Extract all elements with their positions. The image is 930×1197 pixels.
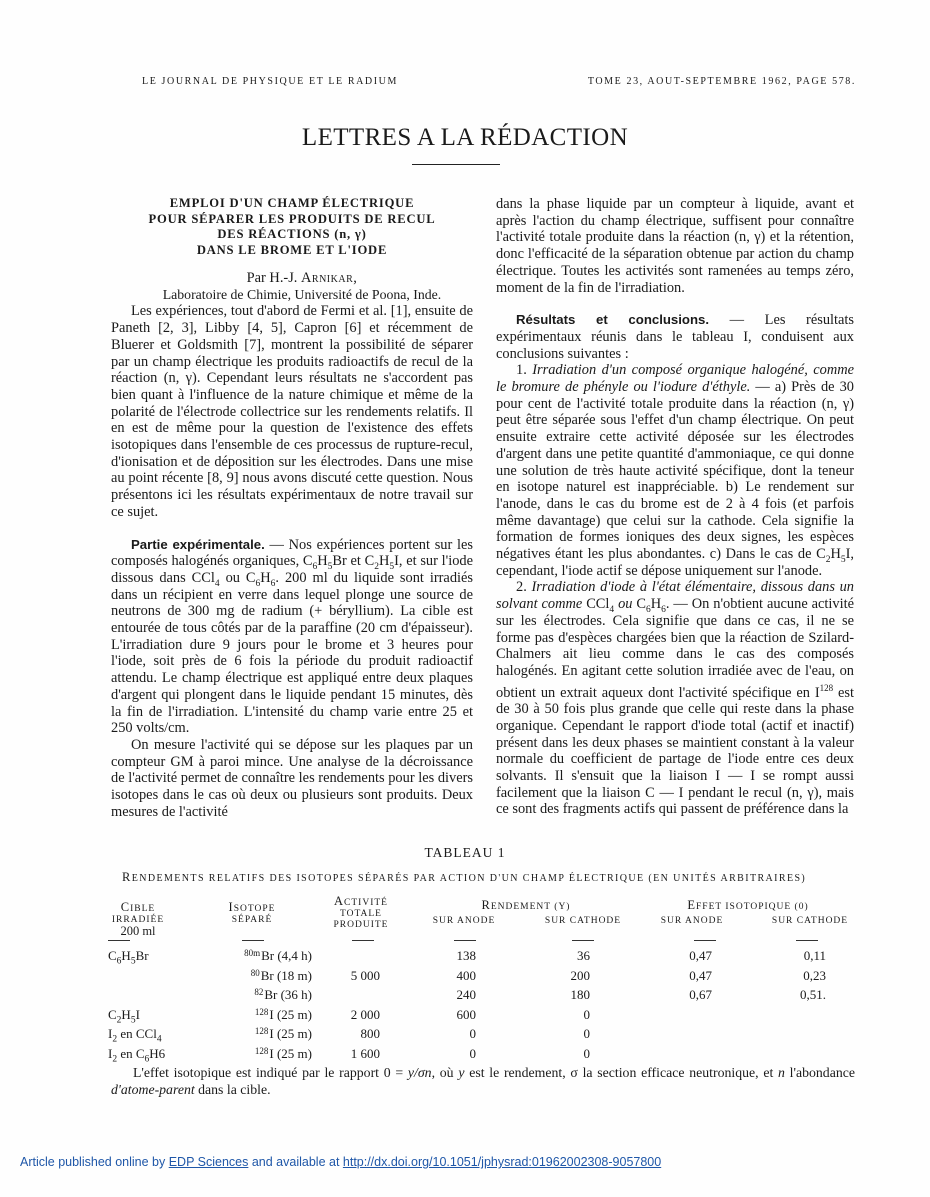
col-header-rendement: RENDEMENT (Y) <box>481 898 571 912</box>
article-title-line: EMPLOI D'UN CHAMP ÉLECTRIQUE <box>169 196 415 210</box>
volume-info: TOME 23, AOUT-SEPTEMBRE 1962, PAGE 578. <box>587 76 856 87</box>
continued-paragraph: dans la phase liquide par un compteur à liquide, avant et après l'action du champ électrique, suffisent pour connaître l'activité totale produite dans la réaction (n, γ) et la rétention, donc l'efficacité de la séparation obtenue par action du champ électrique. Toutes les activités sont ramenées au temps zéro, moment de la fin de l'irradiation. <box>496 196 854 296</box>
cell-yield-cathode: 200 <box>570 967 590 983</box>
cell-total: 5 000 <box>350 967 380 983</box>
article-title <box>111 196 473 258</box>
cell-isotope: $^{82}$Br (36 h) <box>254 987 312 1002</box>
table-row <box>108 987 856 1007</box>
cell-effect-cathode: 0,11 <box>803 948 826 963</box>
cell-isotope: $^{80}$Br (18 m) <box>250 967 312 983</box>
cell-yield-cathode: 0 <box>583 1006 590 1022</box>
cell-isotope: $^{128}$I (25 m) <box>254 1006 312 1022</box>
cell-yield-anode: 400 <box>456 967 476 983</box>
cell-isotope: $^{128}$I (25 m) <box>254 1045 312 1061</box>
table-row <box>108 1026 856 1046</box>
left-column <box>111 196 473 821</box>
col-header-eff-anode: SUR ANODE <box>660 916 724 926</box>
article-title-line: DANS LE BROME ET L'IODE <box>196 242 388 257</box>
experimental-paragraph: Partie expérimentale. — Nos expériences portent sur les composés halogénés organiques, $C_6H_5Br$ et $C_2H_5I$, et sur l'iode dissous dans CCl$_4$ ou $C_6H_6$. 200 ml du liquide sont irradiés dans un récipient en verre dans lequel plonge une source de neutrons de 300 mg de radium (+ béryllium). La cible est entourée de tous côtés par de la paraffine (20 cm d'épaisseur). L'irradiation dure 9 jours pour le brome et 3 heures pour l'iode, soit près de 6 fois la période du produit radioactif attendu. Le champ électrique est appliqué entre deux plaques d'argent qui plongent dans le liquide pendant 15 minutes, dès la fin de l'irradiation. L'intensité du champ varie entre 25 et 250 volts/cm. <box>111 536 474 737</box>
cell-yield-cathode: 0 <box>583 1045 590 1061</box>
cell-effect-anode: 0,47 <box>689 967 712 983</box>
cell-yield-anode: 240 <box>456 987 476 1002</box>
section-title: LETTRES A LA RÉDACTION <box>301 124 629 151</box>
experimental-heading: Partie expérimentale. <box>131 536 265 552</box>
cell-yield-anode: 0 <box>469 1026 476 1041</box>
author-surname: Arnikar, <box>301 270 358 286</box>
conclusion-1: 1. Irradiation d'un composé organique halogéné, comme le bromure de phényle ou l'iodure d'éthyle. — a) Près de 30 pour cent de l'activité totale produite dans la réaction (n, γ) peut être séparée sous l'effet d'un champ électrique. On peut ensuite extraire cette activité déposée sur les électrodes d'argent dans une petite quantité d'ammoniaque, ce qui donne une solution de très haute activité spécifique, dont la teneur en isotope naturel est inappréciable. b) Le rendement sur l'anode, dans le cas du brome est de 2 à 4 fois (et parfois même davantage) que celui sur la cathode. Cela signifie la formation de formes ioniques des deux signes, les espèces négatives étant les plus abondantes. c) Dans le cas de $C_2H_5I$, cependant, l'iode actif se dépose uniquement sur l'anode. <box>496 362 855 579</box>
conclusion-2: 2. Irradiation d'iode à l'état élémentaire, dissous dans un solvant comme CCl$_4$ ou $C_6H_6$. — On n'obtient aucune activité sur les électrodes. Cela signifie que dans ce cas, il ne se forme pas d'espèces chargées bien que la réaction de Szilard-Chalmers ait lieu comme dans le cas des composés halogénés. En agitant cette solution irradiée avec de l'eau, on obtient un extrait aqueux dont l'activité spécifique en $I^{128}$ est de 30 à 50 fois plus grande que celle qui reste dans la phase organique. Cependant le rapport d'iode total (actif et inactif) présent dans les deux phases se maintient constant à la valeur normale du coefficient de partage de l'iode entre ces deux solvants. Il s'ensuit que la liaison I — I se rompt aussi facilement que la liaison C — I pendant le recul (n, γ), mais ce sont des fragments actifs qui passent de préférence dans la <box>496 579 855 818</box>
col-header-rend-cathode: SUR CATHODE <box>544 916 622 926</box>
cell-isotope: $^{80m}$Br (4,4 h) <box>244 948 312 963</box>
cell-total: 1 600 <box>350 1045 380 1061</box>
running-head <box>142 76 856 87</box>
right-column <box>496 196 854 818</box>
cell-yield-cathode: 36 <box>577 948 590 963</box>
article-title-line: POUR SÉPARER LES PRODUITS DE RECUL <box>148 211 436 226</box>
cell-effect-anode: 0,67 <box>689 987 712 1002</box>
cell-yield-anode: 138 <box>456 948 476 963</box>
cell-target: $C_6H_5Br$ <box>108 948 149 967</box>
cell-target: $I_2$ en $C_6H6$ <box>108 1045 166 1065</box>
publisher-footer: Article published online by EDP Sciences and available at http://dx.doi.org/10.1051/jphysrad:01962002308-9057800 <box>20 1155 662 1169</box>
byline <box>111 270 473 287</box>
table-row <box>108 948 856 968</box>
cell-target: $C_2H_5I$ <box>108 1006 140 1026</box>
cell-effect-anode: 0,47 <box>689 948 712 963</box>
table-row <box>108 1046 856 1066</box>
table-caption: RENDEMENTS RELATIFS DES ISOTOPES SÉPARÉS PAR ACTION D'UN CHAMP ÉLECTRIQUE (EN UNITÉS ARBITRAIRES) <box>122 870 807 884</box>
cell-effect-cathode: 0,23 <box>803 967 826 983</box>
doi-link[interactable]: http://dx.doi.org/10.1051/jphysrad:01962002308-9057800 <box>342 1155 662 1169</box>
affiliation: Laboratoire de Chimie, Université de Poona, Inde. <box>162 286 442 302</box>
cell-total: 2 000 <box>350 1006 380 1022</box>
cell-yield-cathode: 180 <box>570 987 590 1002</box>
measurement-paragraph: On mesure l'activité qui se dépose sur les plaques par un compteur GM à paroi mince. Une analyse de la décroissance de l'activité permet de connaître les rendements pour les divers isotopes dans le cas où deux ou plusieurs sont produits. Deux mesures de l'activité <box>111 736 473 820</box>
results-paragraph: Résultats et conclusions. — Les résultats expérimentaux réunis dans le tableau I, conduisent aux conclusions suivantes : <box>496 312 854 362</box>
results-heading: Résultats et conclusions. <box>516 312 710 328</box>
journal-name: LE JOURNAL DE PHYSIQUE ET LE RADIUM <box>142 76 398 87</box>
publisher-link[interactable]: EDP Sciences <box>168 1155 249 1169</box>
cell-total: 800 <box>360 1026 380 1041</box>
col-header-isotope: ISOTOPE SÉPARÉ <box>228 900 276 925</box>
table-row <box>108 968 856 988</box>
title-rule <box>412 164 500 165</box>
cell-target: $I_2$ en CCl$_4$ <box>108 1026 162 1045</box>
col-header-eff-cathode: SUR CATHODE <box>771 916 849 926</box>
col-header-effet: EFFET ISOTOPIQUE (0) <box>687 898 809 912</box>
table-footnote: L'effet isotopique est indiqué par le rapport 0 = y/σn, où y est le rendement, σ la section efficace neutronique, et n l'abondance d'atome-parent dans la cible. <box>111 1065 855 1097</box>
article-title-line: DES RÉACTIONS (n, γ) <box>217 227 367 241</box>
col-header-cible: CIBLE IRRADIÉE 200 ml <box>111 900 165 938</box>
intro-paragraph: Les expériences, tout d'abord de Fermi et al. [1], ensuite de Paneth [2, 3], Libby [4, 5], Capron [6] et récemment de Bluerer et Goldsmith [7], montrent la possibilité de séparer par un champ électrique les produits radioactifs de recul de la réaction (n, γ). Cependant leurs résultats ne s'accordent pas bien quant à l'influence de la nature chimique et même de la polarité de l'électrode collectrice sur les rendements relatifs. Il en est de même pour la question de l'existence des effets isotopiques dans l'ensemble de ces processus de rupture-recul, d'ionisation et de déposition sur les électrodes. Dans une mise au point récente [8, 9] nous avons discuté cette question. Nous présentons ici les résultats expérimentaux de notre travail sur ce sujet. <box>111 303 473 520</box>
cell-isotope: $^{128}$I (25 m) <box>254 1026 312 1041</box>
cell-effect-cathode: 0,51. <box>800 987 826 1002</box>
col-header-rend-anode: SUR ANODE <box>432 916 496 926</box>
byline-prefix: Par H.-J. <box>246 270 298 286</box>
cell-yield-anode: 0 <box>469 1045 476 1061</box>
table-row <box>108 1007 856 1027</box>
table-heading: TABLEAU 1 <box>424 845 506 860</box>
col-header-activite: ACTIVITÉ TOTALE PRODUITE <box>333 894 389 930</box>
cell-yield-anode: 600 <box>456 1006 476 1022</box>
cell-yield-cathode: 0 <box>583 1026 590 1041</box>
